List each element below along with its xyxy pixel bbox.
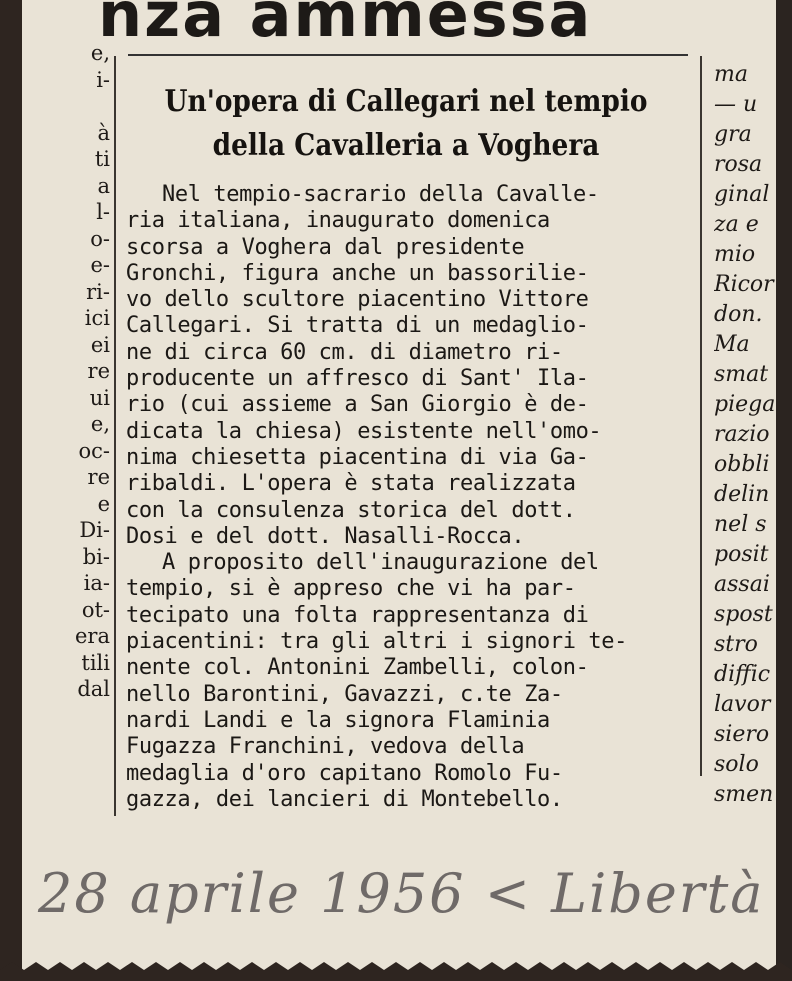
left-column-line: à [97,120,110,145]
body-line: rio (cui assieme a San Giorgio è de- [126,392,589,418]
newspaper-clipping [18,0,778,981]
left-column-line: dal [77,677,110,701]
right-column-line: mio [714,242,756,267]
right-column-fragment [714,60,778,810]
body-line: dicata la chiesa) esistente nell'omo- [126,418,602,444]
left-column-line: oc- [78,438,110,463]
dark-background-left [0,0,22,981]
left-column-line: i- [96,67,110,92]
left-column-fragment [58,40,110,703]
body-line: gazza, dei lancieri di Montebello. [126,786,563,812]
top-rule [128,54,688,56]
body-line: piacentini: tra gli altri i signori te- [126,629,627,655]
body-line: Fugazza Franchini, vedova della [126,734,525,760]
body-line: tecipato una folta rappresentanza di [126,602,589,628]
body-line: medaglia d'oro capitano Romolo Fu- [126,760,563,786]
right-column-line: siero [714,722,770,747]
right-column-line: lavor [714,692,771,717]
right-column-line: spost [714,602,773,627]
right-column-line: ginal [714,182,770,207]
body-line: nardi Landi e la signora Flaminia [126,707,550,733]
left-column-line [58,93,110,120]
right-column-line: piega [714,392,776,417]
left-column-line: l- [96,200,110,224]
body-line: nima chiesetta piacentina di via Ga- [126,444,589,470]
left-column-line: e [97,491,110,516]
left-column-line: e- [90,253,110,277]
right-column-line: posit [714,542,769,567]
top-headline-fragment: nza ammessa [98,0,593,51]
right-column-line: Ma [714,332,750,357]
right-column-line: don. [714,302,763,327]
right-column-line: smat [714,362,769,387]
body-line: Nel tempio-sacrario della Cavalle- [162,182,599,207]
left-column-line: ui [89,385,110,410]
right-column-line: Ricor [714,272,774,297]
left-column-line: Di- [79,518,110,542]
dark-background-right [776,0,792,981]
right-column-line: gra [714,122,752,147]
left-column-line: re [87,359,110,383]
right-column-rule [700,56,702,776]
right-column-line: diffic [714,662,771,687]
right-column-line: stro [714,632,758,657]
body-line: nello Barontini, Gavazzi, c.te Za- [126,681,563,707]
body-line: nente col. Antonini Zambelli, colon- [126,655,589,681]
article-headline [160,80,653,168]
left-column-line: ia- [83,571,110,595]
body-line: producente un affresco di Sant' Ila- [126,366,589,392]
left-column-line: ei [90,332,110,357]
left-column-rule [114,56,116,816]
left-column-line: e, [90,412,110,436]
handwritten-date-note: 28 aprile 1956 < Libertà [38,862,765,925]
torn-bottom-edge [0,960,792,981]
left-column-line: o- [90,226,110,251]
body-line: ria italiana, inaugurato domenica [126,208,550,234]
top-strip [58,0,698,54]
headline-line: della Cavalleria a Voghera [212,128,600,163]
left-column-line: ot- [81,597,110,622]
left-column-line: ici [84,306,110,330]
headline-line: Un'opera di Callegari nel tempio [164,84,648,119]
right-column-line: razio [714,422,770,447]
right-column-line: smen [714,782,774,807]
left-column-line: ti [94,147,110,171]
body-line: con la consulenza storica del dott. [126,497,576,523]
right-column-line: solo [714,752,759,777]
left-column-line: bi- [82,544,110,569]
left-column-line: era [75,624,110,648]
article [126,80,686,813]
right-column-line: delin [714,482,770,507]
left-column-line: ri- [86,279,110,304]
body-line: tempio, si è appreso che vi ha par- [126,576,576,602]
body-line: ribaldi. L'opera è stata realizzata [126,471,576,497]
body-line: vo dello scultore piacentino Vittore [126,287,589,313]
left-column-line: tili [81,650,110,675]
right-column-line: ma [714,62,748,87]
body-line: Gronchi, figura anche un bassorilie- [126,260,589,286]
right-column-line: rosa [714,152,763,177]
body-line: Dosi e del dott. Nasalli-Rocca. [126,523,525,549]
right-column-line: obbli [714,452,770,477]
left-column-line: e, [90,41,110,65]
body-line: A proposito dell'inaugurazione del [162,550,599,576]
right-column-line: — u [714,92,758,117]
article-body [126,182,686,813]
left-column-line: re [87,465,110,489]
body-line: scorsa a Voghera dal presidente [126,234,525,260]
left-column-line: a [97,173,110,198]
right-column-line: za e [714,212,759,237]
body-line: Callegari. Si tratta di un medaglio- [126,313,589,339]
right-column-line: assai [714,572,770,597]
body-line: ne di circa 60 cm. di diametro ri- [126,339,563,365]
right-column-line: nel s [714,512,767,537]
